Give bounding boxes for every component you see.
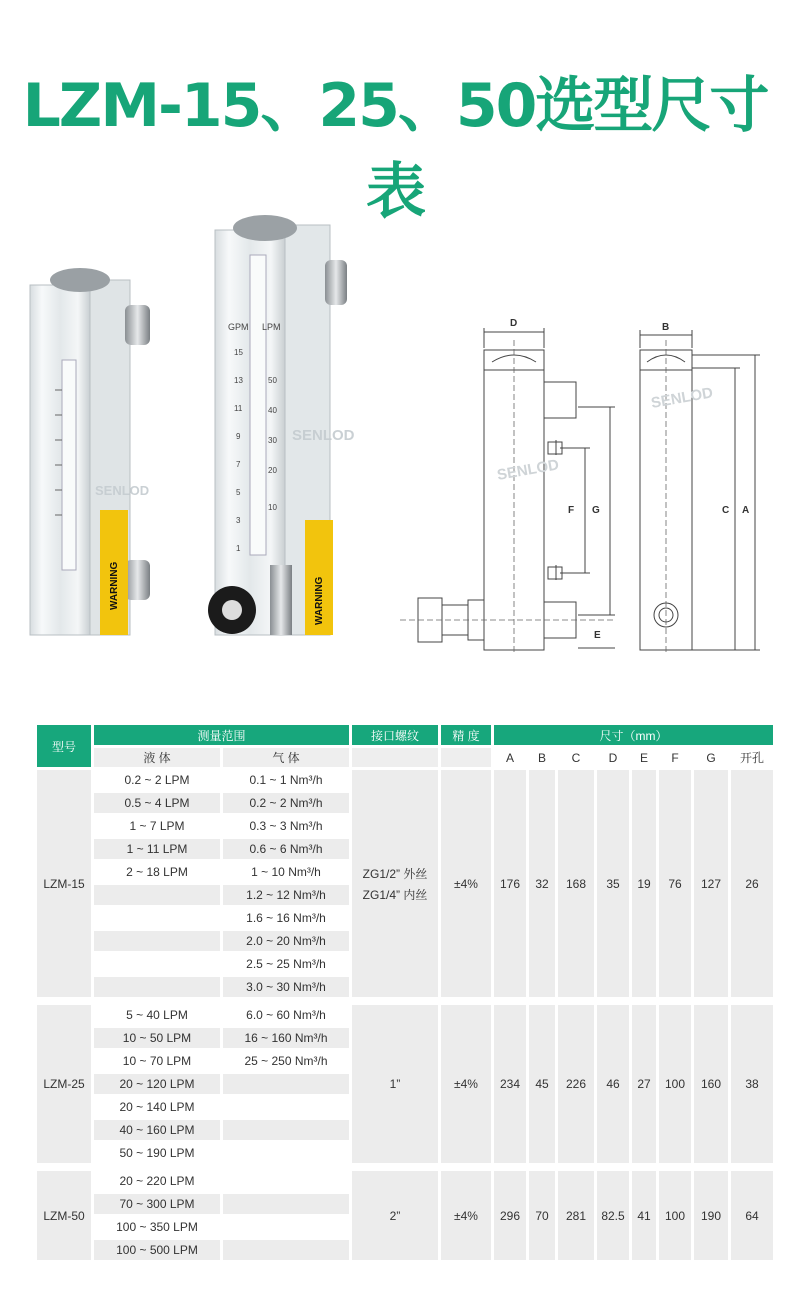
dimension-drawing: [400, 310, 790, 660]
scale-unit-gpm: GPM: [228, 322, 249, 332]
dimension-cell: 64: [731, 1171, 773, 1260]
liquid-range-cell: 20 ~ 140 LPM: [94, 1097, 220, 1117]
gas-range-cell: 2.0 ~ 20 Nm³/h: [223, 931, 349, 951]
dimension-cell: 26: [731, 770, 773, 997]
right-flowmeter: [208, 215, 355, 635]
dimension-cell: 32: [529, 770, 555, 997]
gas-range-cell: 0.6 ~ 6 Nm³/h: [223, 839, 349, 859]
dimension-cell: 100: [659, 1171, 691, 1260]
dimension-cell: 41: [632, 1171, 656, 1260]
svg-text:10: 10: [268, 503, 277, 512]
left-flowmeter: [30, 268, 150, 635]
liquid-range-cell: [94, 954, 220, 974]
gas-range-cell: [223, 1171, 349, 1191]
dimension-cell: 38: [731, 1005, 773, 1163]
port-line-1: 2”: [389, 1208, 401, 1223]
gas-range-cell: 2.5 ~ 25 Nm³/h: [223, 954, 349, 974]
liquid-range-cell: 100 ~ 500 LPM: [94, 1240, 220, 1260]
port-cell: [352, 770, 438, 997]
svg-text:3: 3: [236, 516, 241, 525]
accuracy-cell: ±4%: [441, 770, 491, 997]
liquid-range-cell: 1 ~ 7 LPM: [94, 816, 220, 836]
model-cell: LZM-25: [37, 1005, 91, 1163]
gas-range-cell: 3.0 ~ 30 Nm³/h: [223, 977, 349, 997]
group-spacer-cell: [37, 1000, 773, 1002]
svg-text:13: 13: [234, 376, 243, 385]
dimension-cell: 168: [558, 770, 594, 997]
header-gas: 气 体: [223, 748, 349, 767]
gas-range-cell: 0.1 ~ 1 Nm³/h: [223, 770, 349, 790]
header-dim-a: A: [494, 748, 526, 767]
header-dim-b: B: [529, 748, 555, 767]
gas-range-cell: 0.2 ~ 2 Nm³/h: [223, 793, 349, 813]
svg-text:1: 1: [236, 544, 241, 553]
drawing-watermark-front: SENLOD: [495, 456, 561, 484]
gas-range-cell: [223, 1240, 349, 1260]
liquid-range-cell: 2 ~ 18 LPM: [94, 862, 220, 882]
gas-range-cell: [223, 1097, 349, 1117]
liquid-range-cell: 10 ~ 70 LPM: [94, 1051, 220, 1071]
label-a: A: [742, 505, 750, 516]
liquid-range-cell: 1 ~ 11 LPM: [94, 839, 220, 859]
spec-table-body: [37, 770, 773, 1260]
dimension-cell: 176: [494, 770, 526, 997]
liquid-range-cell: 10 ~ 50 LPM: [94, 1028, 220, 1048]
gas-range-cell: [223, 1143, 349, 1163]
gas-range-cell: [223, 1194, 349, 1214]
liquid-range-cell: [94, 931, 220, 951]
gas-range-cell: 1.6 ~ 16 Nm³/h: [223, 908, 349, 928]
liquid-range-cell: 40 ~ 160 LPM: [94, 1120, 220, 1140]
group-spacer-cell: [37, 1166, 773, 1168]
liquid-range-cell: 100 ~ 350 LPM: [94, 1217, 220, 1237]
svg-text:40: 40: [268, 406, 277, 415]
liquid-range-cell: 0.2 ~ 2 LPM: [94, 770, 220, 790]
dimension-cell: 100: [659, 1005, 691, 1163]
accuracy-cell: ±4%: [441, 1005, 491, 1163]
label-f: F: [568, 505, 575, 516]
header-accuracy: 精 度: [441, 725, 491, 745]
header-dim-g: G: [694, 748, 728, 767]
port-line-1: ZG1/2” 外丝: [362, 866, 428, 881]
dimension-cell: 27: [632, 1005, 656, 1163]
port-line-1: 1”: [389, 1077, 401, 1091]
group-spacer: [37, 1166, 773, 1168]
accuracy-cell: ±4%: [441, 1171, 491, 1260]
dimension-cell: 190: [694, 1171, 728, 1260]
svg-text:15: 15: [234, 348, 243, 357]
page-title: LZM-15、25、50选型尺寸表: [22, 71, 768, 227]
liquid-range-cell: 5 ~ 40 LPM: [94, 1005, 220, 1025]
svg-text:9: 9: [236, 432, 241, 441]
dimension-cell: 45: [529, 1005, 555, 1163]
dimension-cell: 296: [494, 1171, 526, 1260]
model-cell: LZM-15: [37, 770, 91, 997]
svg-text:5: 5: [236, 488, 241, 497]
header-dim-f: F: [659, 748, 691, 767]
dimension-cell: 35: [597, 770, 629, 997]
dimension-cell: 76: [659, 770, 691, 997]
gas-range-cell: [223, 1074, 349, 1094]
gas-range-cell: 6.0 ~ 60 Nm³/h: [223, 1005, 349, 1025]
dimension-cell: 281: [558, 1171, 594, 1260]
header-port-blank: [352, 748, 438, 767]
dimension-cell: 127: [694, 770, 728, 997]
label-b: B: [662, 322, 670, 333]
liquid-range-cell: 20 ~ 120 LPM: [94, 1074, 220, 1094]
gas-range-cell: 1 ~ 10 Nm³/h: [223, 862, 349, 882]
port-cell: [352, 1171, 438, 1260]
svg-text:11: 11: [234, 404, 243, 413]
warning-label-left: WARNING: [109, 561, 120, 610]
table-row: [37, 1171, 773, 1191]
dimension-cell: 46: [597, 1005, 629, 1163]
group-spacer: [37, 1000, 773, 1002]
header-range: 测量范围: [94, 725, 349, 745]
dimension-cell: 160: [694, 1005, 728, 1163]
header-dim-c: C: [558, 748, 594, 767]
dimension-cell: 82.5: [597, 1171, 629, 1260]
drawing-watermark-side: SENLOD: [649, 384, 715, 412]
gas-range-cell: 16 ~ 160 Nm³/h: [223, 1028, 349, 1048]
model-cell: LZM-50: [37, 1171, 91, 1260]
spec-table: [34, 722, 776, 1263]
gas-range-cell: 0.3 ~ 3 Nm³/h: [223, 816, 349, 836]
header-model: 型号: [37, 725, 91, 767]
header-accuracy-blank: [441, 748, 491, 767]
label-e: E: [594, 630, 601, 641]
table-row: [37, 1005, 773, 1025]
header-dim-hole: 开孔: [731, 748, 773, 767]
label-d: D: [510, 318, 518, 329]
liquid-range-cell: [94, 908, 220, 928]
port-cell: [352, 1005, 438, 1163]
liquid-range-cell: 0.5 ~ 4 LPM: [94, 793, 220, 813]
header-liquid: 液 体: [94, 748, 220, 767]
table-row: [37, 770, 773, 790]
label-g: G: [592, 505, 600, 516]
scale-unit-lpm: LPM: [262, 322, 281, 332]
gas-range-cell: 25 ~ 250 Nm³/h: [223, 1051, 349, 1071]
liquid-range-cell: 70 ~ 300 LPM: [94, 1194, 220, 1214]
svg-text:7: 7: [236, 460, 241, 469]
flowmeter-photo: [0, 210, 420, 670]
svg-text:50: 50: [268, 376, 277, 385]
warning-label-right: WARNING: [314, 576, 325, 625]
header-port: 接口螺纹: [352, 725, 438, 745]
liquid-range-cell: 50 ~ 190 LPM: [94, 1143, 220, 1163]
gas-range-cell: 1.2 ~ 12 Nm³/h: [223, 885, 349, 905]
port-line-2: ZG1/4” 内丝: [362, 887, 428, 902]
header-dim-e: E: [632, 748, 656, 767]
label-c: C: [722, 505, 730, 516]
liquid-range-cell: [94, 885, 220, 905]
liquid-range-cell: 20 ~ 220 LPM: [94, 1171, 220, 1191]
liquid-range-cell: [94, 977, 220, 997]
dimension-cell: 234: [494, 1005, 526, 1163]
gas-range-cell: [223, 1217, 349, 1237]
dimension-cell: 226: [558, 1005, 594, 1163]
dimension-cell: 19: [632, 770, 656, 997]
dimension-cell: 70: [529, 1171, 555, 1260]
header-dims: 尺寸（mm）: [494, 725, 773, 745]
svg-text:30: 30: [268, 436, 277, 445]
svg-text:20: 20: [268, 466, 277, 475]
brand-watermark-right: SENLOD: [292, 427, 355, 444]
brand-watermark-left: SENLOD: [95, 483, 150, 498]
header-dim-d: D: [597, 748, 629, 767]
gas-range-cell: [223, 1120, 349, 1140]
